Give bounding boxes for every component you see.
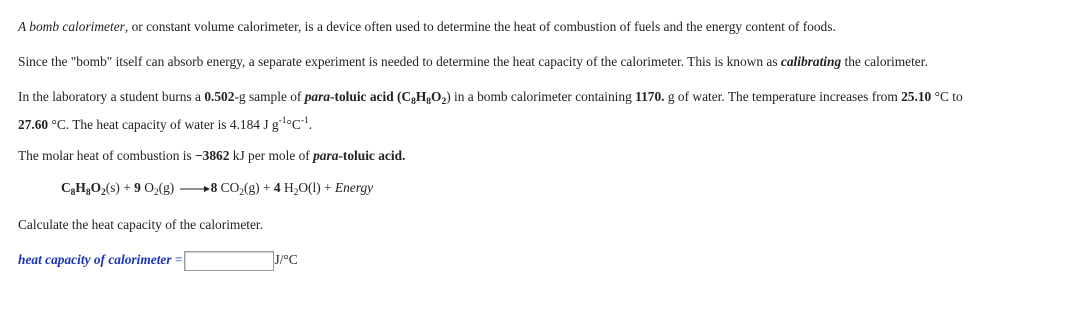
experiment-text: In the laboratory a student burns a [18,89,205,104]
formula-element: H [415,89,427,104]
experiment-text: °C to [931,89,963,104]
equation-element: CO [217,180,240,195]
answer-equals: = [171,252,183,268]
question-text: Calculate the heat capacity of the calorimeter. [18,217,263,232]
reaction-arrow-icon [180,184,210,194]
equation-subscript: 2 [293,188,299,198]
heat-capacity-input[interactable] [184,251,274,271]
equation-element: H [280,180,294,195]
equation-element: O [90,180,102,195]
intro-paragraph [18,18,836,36]
experiment-paragraph-line-1 [18,88,963,111]
equation-subscript: 2 [101,188,106,198]
experiment-text: . [308,117,313,132]
equation-coefficient: 8 [210,180,218,195]
molar-heat-text: The molar heat of combustion is [18,148,196,163]
water-mass: 1170. [635,89,665,104]
compound-prefix: para [304,89,331,104]
final-temperature: 27.60 [18,117,49,132]
equation-state: (g) [158,180,178,195]
calibration-text-before: Since the "bomb" itself can absorb energy, a separate experiment is needed to determine the heat capacity of the calorimeter. This is known as [18,54,781,69]
formula-subscript: 8 [411,97,416,107]
calibration-text-after: the calorimeter. [841,54,928,69]
equation-coefficient: 4 [273,180,281,195]
equation-element: C [61,180,71,195]
formula-subscript: 8 [426,97,432,107]
calibration-term: calibrating [780,54,842,69]
compound-name: -toluic acid. [338,148,406,163]
equation-element: O [140,180,154,195]
compound-name: -toluic acid (C [330,89,412,104]
equation-coefficient: 9 [134,180,141,195]
intro-term: A bomb calorimeter [18,19,125,34]
equation-subscript: 8 [85,188,91,198]
calibration-paragraph [18,53,928,71]
answer-label: heat capacity of calorimeter [18,252,172,268]
molar-heat-paragraph [18,147,405,165]
experiment-text: °C [286,117,301,132]
answer-row [18,251,298,271]
sample-mass: 0.502 [204,89,235,104]
equation-subscript: 8 [70,188,76,198]
experiment-text: -g sample of [234,89,305,104]
experiment-text: g of water. The temperature increases from [664,89,902,104]
formula-subscript: 2 [441,97,447,107]
experiment-text: ) in a bomb calorimeter containing [446,89,636,104]
experiment-text: °C. The heat capacity of water is 4.184 J g [48,117,279,132]
equation-state: (s) + [105,180,135,195]
combustion-equation [61,179,373,202]
equation-subscript: 2 [239,188,245,198]
equation-subscript: 2 [153,188,159,198]
molar-heat-value: −3862 [195,148,230,163]
equation-element: H [75,180,86,195]
equation-state: (g) + [244,180,274,195]
equation-energy: Energy [334,180,374,195]
exponent: -1 [278,116,287,126]
exponent: -1 [300,116,309,126]
answer-unit: J/°C [274,252,298,268]
molar-heat-text: kJ per mole of [229,148,314,163]
intro-text: , or constant volume calorimeter, is a device often used to determine the heat of combustion of fuels and the energy content of foods. [124,19,836,34]
initial-temperature: 25.10 [901,89,932,104]
formula-element: O [431,89,442,104]
compound-prefix: para [313,148,339,163]
equation-state: O(l) + [298,180,335,195]
experiment-paragraph-line-2 [18,112,312,134]
